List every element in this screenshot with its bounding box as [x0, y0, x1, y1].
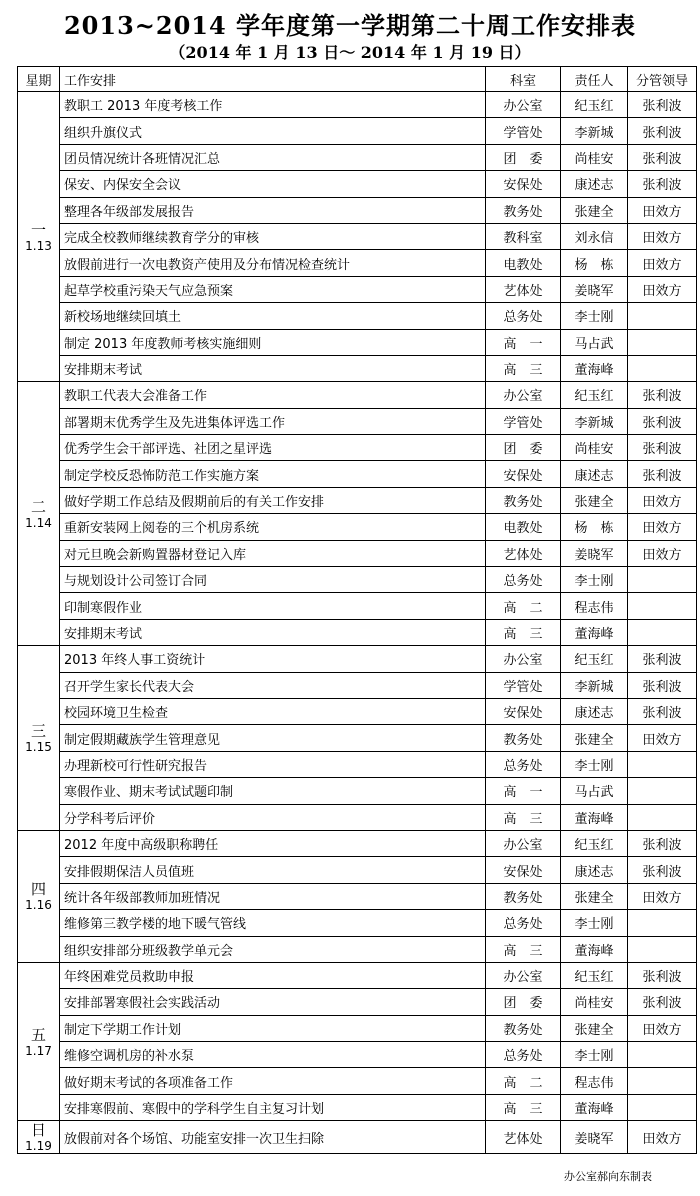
lead-cell: 张利波: [628, 830, 697, 856]
day-date: 1.19: [25, 1139, 52, 1154]
task-cell: 制定假期藏族学生管理意见: [60, 725, 486, 751]
dept-cell: 安保处: [486, 461, 561, 487]
owner-cell: 姜晓军: [561, 540, 628, 566]
schedule-table: [17, 66, 697, 1154]
day-name: 五: [30, 1025, 46, 1044]
task-cell: 办理新校可行性研究报告: [60, 751, 486, 777]
owner-cell: 李新城: [561, 408, 628, 434]
day-cell: [18, 962, 60, 1120]
task-cell: 组织升旗仪式: [60, 118, 486, 144]
table-row: [18, 487, 697, 513]
owner-cell: 尚桂安: [561, 435, 628, 461]
table-row: [18, 1121, 697, 1154]
footer-note: 办公室郝向东制表: [564, 1170, 652, 1183]
owner-cell: 刘永信: [561, 223, 628, 249]
table-row: [18, 1042, 697, 1068]
table-row: [18, 118, 697, 144]
day-date: 1.14: [25, 515, 52, 530]
table-row: [18, 355, 697, 381]
task-cell: 印制寒假作业: [60, 593, 486, 619]
lead-cell: 田效方: [628, 1121, 697, 1154]
table-row: [18, 171, 697, 197]
owner-cell: 杨 栋: [561, 514, 628, 540]
day-name: 日: [30, 1121, 46, 1140]
dept-cell: 高 三: [486, 804, 561, 830]
lead-cell: [628, 936, 697, 962]
table-row: [18, 857, 697, 883]
table-row: [18, 408, 697, 434]
owner-cell: 纪玉红: [561, 646, 628, 672]
lead-cell: 张利波: [628, 962, 697, 988]
dept-cell: 高 二: [486, 593, 561, 619]
dept-cell: 办公室: [486, 92, 561, 118]
lead-cell: [628, 1094, 697, 1120]
lead-cell: 张利波: [628, 92, 697, 118]
dept-cell: 办公室: [486, 646, 561, 672]
task-cell: 维修第三教学楼的地下暖气管线: [60, 910, 486, 936]
task-cell: 制定 2013 年度教师考核实施细则: [60, 329, 486, 355]
col-header-lead: 分管领导: [628, 67, 697, 92]
table-row: [18, 1015, 697, 1041]
day-cell: [18, 830, 60, 962]
table-row: [18, 989, 697, 1015]
owner-cell: 纪玉红: [561, 382, 628, 408]
owner-cell: 纪玉红: [561, 830, 628, 856]
lead-cell: [628, 619, 697, 645]
task-cell: 安排期末考试: [60, 619, 486, 645]
table-row: [18, 144, 697, 170]
owner-cell: 姜晓军: [561, 1121, 628, 1154]
day-name: 一: [30, 220, 46, 239]
task-cell: 2013 年终人事工资统计: [60, 646, 486, 672]
table-row: [18, 567, 697, 593]
table-row: [18, 223, 697, 249]
dept-cell: 教务处: [486, 883, 561, 909]
lead-cell: 张利波: [628, 171, 697, 197]
dept-cell: 高 一: [486, 329, 561, 355]
table-row: [18, 646, 697, 672]
table-row: [18, 698, 697, 724]
owner-cell: 杨 栋: [561, 250, 628, 276]
dept-cell: 办公室: [486, 962, 561, 988]
lead-cell: [628, 593, 697, 619]
owner-cell: 李士刚: [561, 1042, 628, 1068]
lead-cell: 田效方: [628, 487, 697, 513]
task-cell: 部署期末优秀学生及先进集体评选工作: [60, 408, 486, 434]
dept-cell: 教科室: [486, 223, 561, 249]
table-row: [18, 329, 697, 355]
dept-cell: 办公室: [486, 382, 561, 408]
owner-cell: 纪玉红: [561, 92, 628, 118]
dept-cell: 总务处: [486, 910, 561, 936]
dept-cell: 学管处: [486, 118, 561, 144]
task-cell: 安排期末考试: [60, 355, 486, 381]
dept-cell: 团 委: [486, 144, 561, 170]
owner-cell: 董海峰: [561, 619, 628, 645]
task-cell: 整理各年级部发展报告: [60, 197, 486, 223]
task-cell: 分学科考后评价: [60, 804, 486, 830]
owner-cell: 李新城: [561, 672, 628, 698]
lead-cell: [628, 329, 697, 355]
dept-cell: 办公室: [486, 830, 561, 856]
owner-cell: 董海峰: [561, 936, 628, 962]
owner-cell: 张建全: [561, 725, 628, 751]
col-header-owner: 责任人: [561, 67, 628, 92]
lead-cell: 田效方: [628, 514, 697, 540]
owner-cell: 马占武: [561, 778, 628, 804]
dept-cell: 高 一: [486, 778, 561, 804]
task-cell: 做好学期工作总结及假期前后的有关工作安排: [60, 487, 486, 513]
lead-cell: 张利波: [628, 672, 697, 698]
lead-cell: [628, 303, 697, 329]
lead-cell: 张利波: [628, 646, 697, 672]
table-row: [18, 672, 697, 698]
owner-cell: 康述志: [561, 171, 628, 197]
owner-cell: 尚桂安: [561, 989, 628, 1015]
table-row: [18, 382, 697, 408]
lead-cell: 田效方: [628, 250, 697, 276]
dept-cell: 高 三: [486, 1094, 561, 1120]
dept-cell: 高 三: [486, 355, 561, 381]
table-row: [18, 1068, 697, 1094]
dept-cell: 高 三: [486, 619, 561, 645]
task-cell: 教职工代表大会准备工作: [60, 382, 486, 408]
lead-cell: [628, 355, 697, 381]
task-cell: 制定学校反恐怖防范工作实施方案: [60, 461, 486, 487]
dept-cell: 教务处: [486, 725, 561, 751]
task-cell: 新校场地继续回填土: [60, 303, 486, 329]
owner-cell: 张建全: [561, 883, 628, 909]
task-cell: 保安、内保安全会议: [60, 171, 486, 197]
dept-cell: 教务处: [486, 487, 561, 513]
task-cell: 教职工 2013 年度考核工作: [60, 92, 486, 118]
dept-cell: 艺体处: [486, 1121, 561, 1154]
day-date: 1.15: [25, 740, 52, 755]
day-name: 二: [30, 497, 46, 516]
col-header-task: 工作安排: [60, 67, 486, 92]
lead-cell: 田效方: [628, 223, 697, 249]
task-cell: 放假前对各个场馆、功能室安排一次卫生扫除: [60, 1121, 486, 1154]
task-cell: 召开学生家长代表大会: [60, 672, 486, 698]
lead-cell: 田效方: [628, 540, 697, 566]
lead-cell: 张利波: [628, 408, 697, 434]
table-row: [18, 936, 697, 962]
dept-cell: 团 委: [486, 989, 561, 1015]
dept-cell: 高 三: [486, 936, 561, 962]
dept-cell: 学管处: [486, 408, 561, 434]
owner-cell: 姜晓军: [561, 276, 628, 302]
task-cell: 2012 年度中高级职称聘任: [60, 830, 486, 856]
task-cell: 优秀学生会干部评选、社团之星评选: [60, 435, 486, 461]
table-row: [18, 250, 697, 276]
day-date: 1.17: [25, 1043, 52, 1058]
lead-cell: [628, 1068, 697, 1094]
day-cell: [18, 646, 60, 831]
date-range: （2014 年 1 月 13 日～ 2014 年 1 月 19 日）: [169, 43, 531, 62]
dept-cell: 总务处: [486, 1042, 561, 1068]
table-row: [18, 540, 697, 566]
owner-cell: 马占武: [561, 329, 628, 355]
day-name: 四: [30, 880, 46, 899]
task-cell: 校园环境卫生检查: [60, 698, 486, 724]
task-cell: 放假前进行一次电教资产使用及分布情况检查统计: [60, 250, 486, 276]
col-header-day: 星期: [18, 67, 60, 92]
col-header-dept: 科室: [486, 67, 561, 92]
lead-cell: [628, 778, 697, 804]
day-cell: [18, 382, 60, 646]
day-date: 1.16: [25, 898, 52, 913]
table-row: [18, 910, 697, 936]
dept-cell: 学管处: [486, 672, 561, 698]
dept-cell: 总务处: [486, 567, 561, 593]
task-cell: 组织安排部分班级教学单元会: [60, 936, 486, 962]
day-cell: [18, 92, 60, 382]
dept-cell: 安保处: [486, 698, 561, 724]
owner-cell: 张建全: [561, 1015, 628, 1041]
table-row: [18, 303, 697, 329]
table-row: [18, 514, 697, 540]
schedule-body: [18, 92, 697, 1154]
task-cell: 对元旦晚会新购置器材登记入库: [60, 540, 486, 566]
task-cell: 安排部署寒假社会实践活动: [60, 989, 486, 1015]
dept-cell: 艺体处: [486, 540, 561, 566]
task-cell: 起草学校重污染天气应急预案: [60, 276, 486, 302]
page-title: 2013~2014 学年度第一学期第二十周工作安排表: [63, 11, 637, 40]
lead-cell: 张利波: [628, 989, 697, 1015]
table-row: [18, 830, 697, 856]
dept-cell: 电教处: [486, 250, 561, 276]
table-row: [18, 883, 697, 909]
table-row: [18, 461, 697, 487]
task-cell: 完成全校教师继续教育学分的审核: [60, 223, 486, 249]
table-row: [18, 962, 697, 988]
owner-cell: 张建全: [561, 487, 628, 513]
lead-cell: 张利波: [628, 461, 697, 487]
task-cell: 与规划设计公司签订合同: [60, 567, 486, 593]
table-row: [18, 435, 697, 461]
lead-cell: 张利波: [628, 698, 697, 724]
owner-cell: 董海峰: [561, 355, 628, 381]
day-date: 1.13: [25, 238, 52, 253]
dept-cell: 安保处: [486, 171, 561, 197]
owner-cell: 康述志: [561, 461, 628, 487]
table-row: [18, 1094, 697, 1120]
table-header-row: [18, 67, 697, 92]
table-row: [18, 778, 697, 804]
owner-cell: 董海峰: [561, 1094, 628, 1120]
owner-cell: 李士刚: [561, 303, 628, 329]
lead-cell: 田效方: [628, 1015, 697, 1041]
day-name: 三: [30, 722, 46, 741]
owner-cell: 董海峰: [561, 804, 628, 830]
dept-cell: 艺体处: [486, 276, 561, 302]
lead-cell: 田效方: [628, 883, 697, 909]
lead-cell: 张利波: [628, 857, 697, 883]
dept-cell: 安保处: [486, 857, 561, 883]
owner-cell: 程志伟: [561, 1068, 628, 1094]
task-cell: 年终困难党员救助申报: [60, 962, 486, 988]
owner-cell: 张建全: [561, 197, 628, 223]
day-cell: [18, 1121, 60, 1154]
lead-cell: 田效方: [628, 197, 697, 223]
lead-cell: [628, 1042, 697, 1068]
dept-cell: 总务处: [486, 303, 561, 329]
table-row: [18, 92, 697, 118]
lead-cell: [628, 567, 697, 593]
lead-cell: 田效方: [628, 276, 697, 302]
task-cell: 团员情况统计各班情况汇总: [60, 144, 486, 170]
owner-cell: 程志伟: [561, 593, 628, 619]
lead-cell: 张利波: [628, 118, 697, 144]
task-cell: 寒假作业、期末考试试题印制: [60, 778, 486, 804]
lead-cell: 张利波: [628, 435, 697, 461]
table-row: [18, 276, 697, 302]
dept-cell: 教务处: [486, 197, 561, 223]
owner-cell: 康述志: [561, 857, 628, 883]
owner-cell: 尚桂安: [561, 144, 628, 170]
task-cell: 做好期末考试的各项准备工作: [60, 1068, 486, 1094]
owner-cell: 康述志: [561, 698, 628, 724]
lead-cell: [628, 751, 697, 777]
lead-cell: [628, 910, 697, 936]
dept-cell: 高 二: [486, 1068, 561, 1094]
owner-cell: 李士刚: [561, 751, 628, 777]
lead-cell: 张利波: [628, 382, 697, 408]
owner-cell: 纪玉红: [561, 962, 628, 988]
task-cell: 安排寒假前、寒假中的学科学生自主复习计划: [60, 1094, 486, 1120]
table-row: [18, 197, 697, 223]
table-row: [18, 619, 697, 645]
table-row: [18, 804, 697, 830]
task-cell: 制定下学期工作计划: [60, 1015, 486, 1041]
owner-cell: 李士刚: [561, 910, 628, 936]
table-row: [18, 751, 697, 777]
lead-cell: 张利波: [628, 144, 697, 170]
owner-cell: 李士刚: [561, 567, 628, 593]
dept-cell: 教务处: [486, 1015, 561, 1041]
task-cell: 统计各年级部教师加班情况: [60, 883, 486, 909]
task-cell: 重新安装网上阅卷的三个机房系统: [60, 514, 486, 540]
owner-cell: 李新城: [561, 118, 628, 144]
dept-cell: 电教处: [486, 514, 561, 540]
task-cell: 安排假期保洁人员值班: [60, 857, 486, 883]
lead-cell: 田效方: [628, 725, 697, 751]
task-cell: 维修空调机房的补水泵: [60, 1042, 486, 1068]
table-row: [18, 725, 697, 751]
dept-cell: 总务处: [486, 751, 561, 777]
dept-cell: 团 委: [486, 435, 561, 461]
lead-cell: [628, 804, 697, 830]
table-row: [18, 593, 697, 619]
